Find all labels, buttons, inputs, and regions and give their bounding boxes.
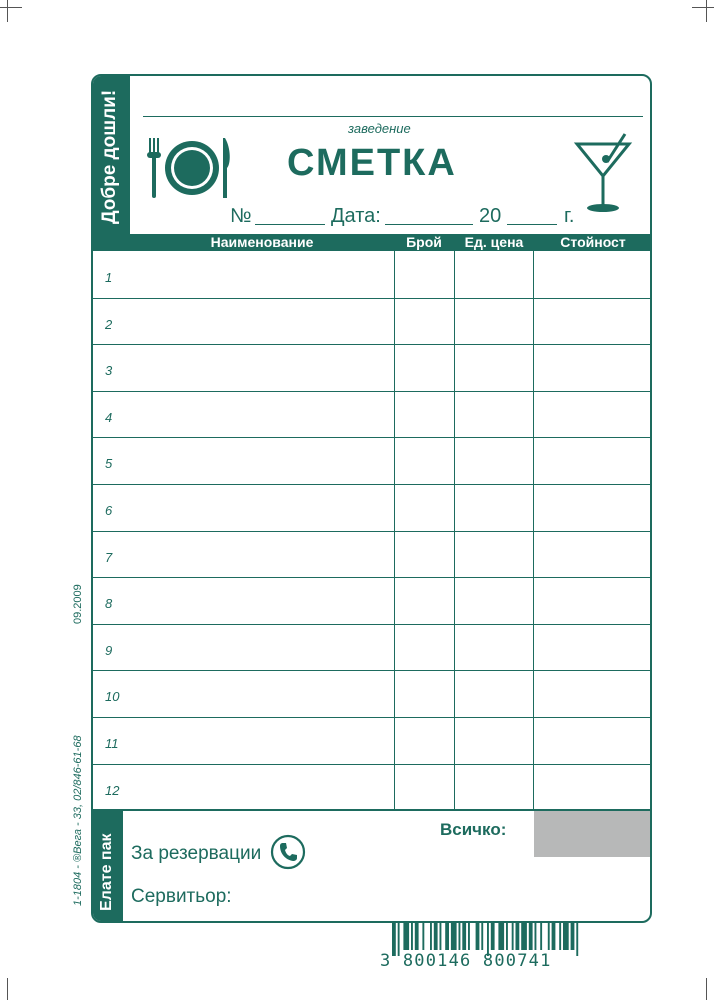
print-date-code: 09.2009 — [72, 584, 84, 624]
barcode-bar — [563, 922, 569, 950]
barcode-bar — [559, 922, 561, 950]
row-number: 12 — [105, 782, 120, 798]
row-divider — [93, 484, 652, 485]
barcode-bar — [434, 922, 438, 950]
date-label: Дата: — [331, 205, 381, 227]
barcode-bar — [552, 922, 556, 950]
crop-mark — [706, 978, 707, 1000]
barcode-bar — [498, 922, 504, 950]
welcome-text: Добре дошли! — [99, 89, 120, 224]
date-blank — [385, 224, 473, 225]
barcode-bar — [445, 922, 449, 950]
barcode-bar — [548, 922, 550, 950]
waiter-label: Сервитьор: — [131, 886, 232, 907]
barcode-bar — [430, 922, 432, 950]
total-label: Всичко: — [440, 820, 507, 839]
column-header-name: Наименование — [210, 234, 314, 250]
row-number: 1 — [105, 270, 113, 285]
barcode-bar — [506, 922, 508, 950]
row-divider — [93, 717, 652, 718]
barcode-bar — [459, 922, 461, 950]
number-label: № — [230, 205, 252, 227]
barcode-bar — [491, 922, 495, 950]
bill-form — [91, 74, 652, 923]
barcode-bar — [411, 922, 413, 950]
total-box[interactable] — [534, 811, 652, 857]
barcode-bar — [462, 922, 466, 950]
column-divider — [454, 251, 455, 810]
barcode-number: 3 800146 800741 — [380, 951, 552, 971]
barcode-bar — [451, 922, 457, 950]
barcode-bar — [440, 922, 442, 950]
row-number: 6 — [105, 503, 113, 518]
barcode-bar — [576, 922, 578, 956]
row-number: 4 — [105, 409, 113, 425]
crop-mark — [7, 0, 8, 22]
venue-label: заведение — [348, 121, 411, 136]
row-divider — [93, 670, 652, 671]
row-number: 2 — [105, 316, 113, 332]
come-again-banner — [93, 811, 123, 923]
barcode-bar — [468, 922, 470, 950]
number-blank — [255, 224, 325, 225]
barcode-bar — [540, 922, 542, 950]
barcode-bar — [516, 922, 520, 950]
barcode-bar — [403, 922, 409, 950]
row-divider — [93, 577, 652, 578]
barcode-bar — [481, 922, 483, 950]
row-number: 8 — [105, 596, 113, 612]
barcode-bar — [422, 922, 424, 950]
crop-mark — [706, 0, 707, 22]
come-again-text: Елате пак — [98, 833, 115, 911]
column-header-qty: Брой — [406, 234, 442, 250]
row-number: 5 — [105, 456, 113, 472]
row-number: 11 — [105, 736, 119, 751]
cocktail-glass-icon — [573, 132, 633, 214]
year-blank — [507, 224, 557, 225]
reservations-label: За резервации — [131, 843, 262, 864]
row-divider — [93, 391, 652, 392]
table-header — [93, 234, 652, 251]
barcode-bar — [529, 922, 533, 950]
phone-icon — [269, 833, 307, 871]
row-divider — [93, 298, 652, 299]
row-number: 3 — [105, 363, 113, 379]
plate-cutlery-icon — [145, 134, 240, 202]
publisher-info: 1-1804 - ®Вега - 33, 02/846-61-68 — [72, 735, 84, 906]
row-divider — [93, 531, 652, 532]
barcode-bar — [512, 922, 514, 950]
column-divider — [533, 251, 534, 810]
year-suffix: г. — [564, 205, 575, 227]
barcode-bar — [535, 922, 537, 950]
crop-mark — [7, 978, 8, 1000]
column-header-unit-price: Ед. цена — [464, 234, 524, 250]
row-number: 9 — [105, 642, 113, 658]
year-prefix: 20 — [479, 205, 502, 227]
row-number: 10 — [105, 689, 120, 705]
barcode-bar — [476, 922, 480, 950]
column-divider — [394, 251, 395, 810]
column-header-value: Стойност — [560, 234, 626, 250]
row-divider — [93, 764, 652, 765]
page-title: СМЕТКА — [287, 142, 457, 184]
crop-mark — [692, 7, 714, 8]
barcode-bar — [571, 922, 575, 950]
welcome-banner — [93, 76, 130, 234]
barcode-bar — [415, 922, 419, 950]
row-number: 7 — [105, 549, 113, 565]
venue-line — [143, 116, 643, 117]
barcode-bar — [521, 922, 527, 950]
crop-mark — [0, 7, 22, 8]
row-divider — [93, 344, 652, 345]
row-divider — [93, 624, 652, 625]
row-divider — [93, 437, 652, 438]
